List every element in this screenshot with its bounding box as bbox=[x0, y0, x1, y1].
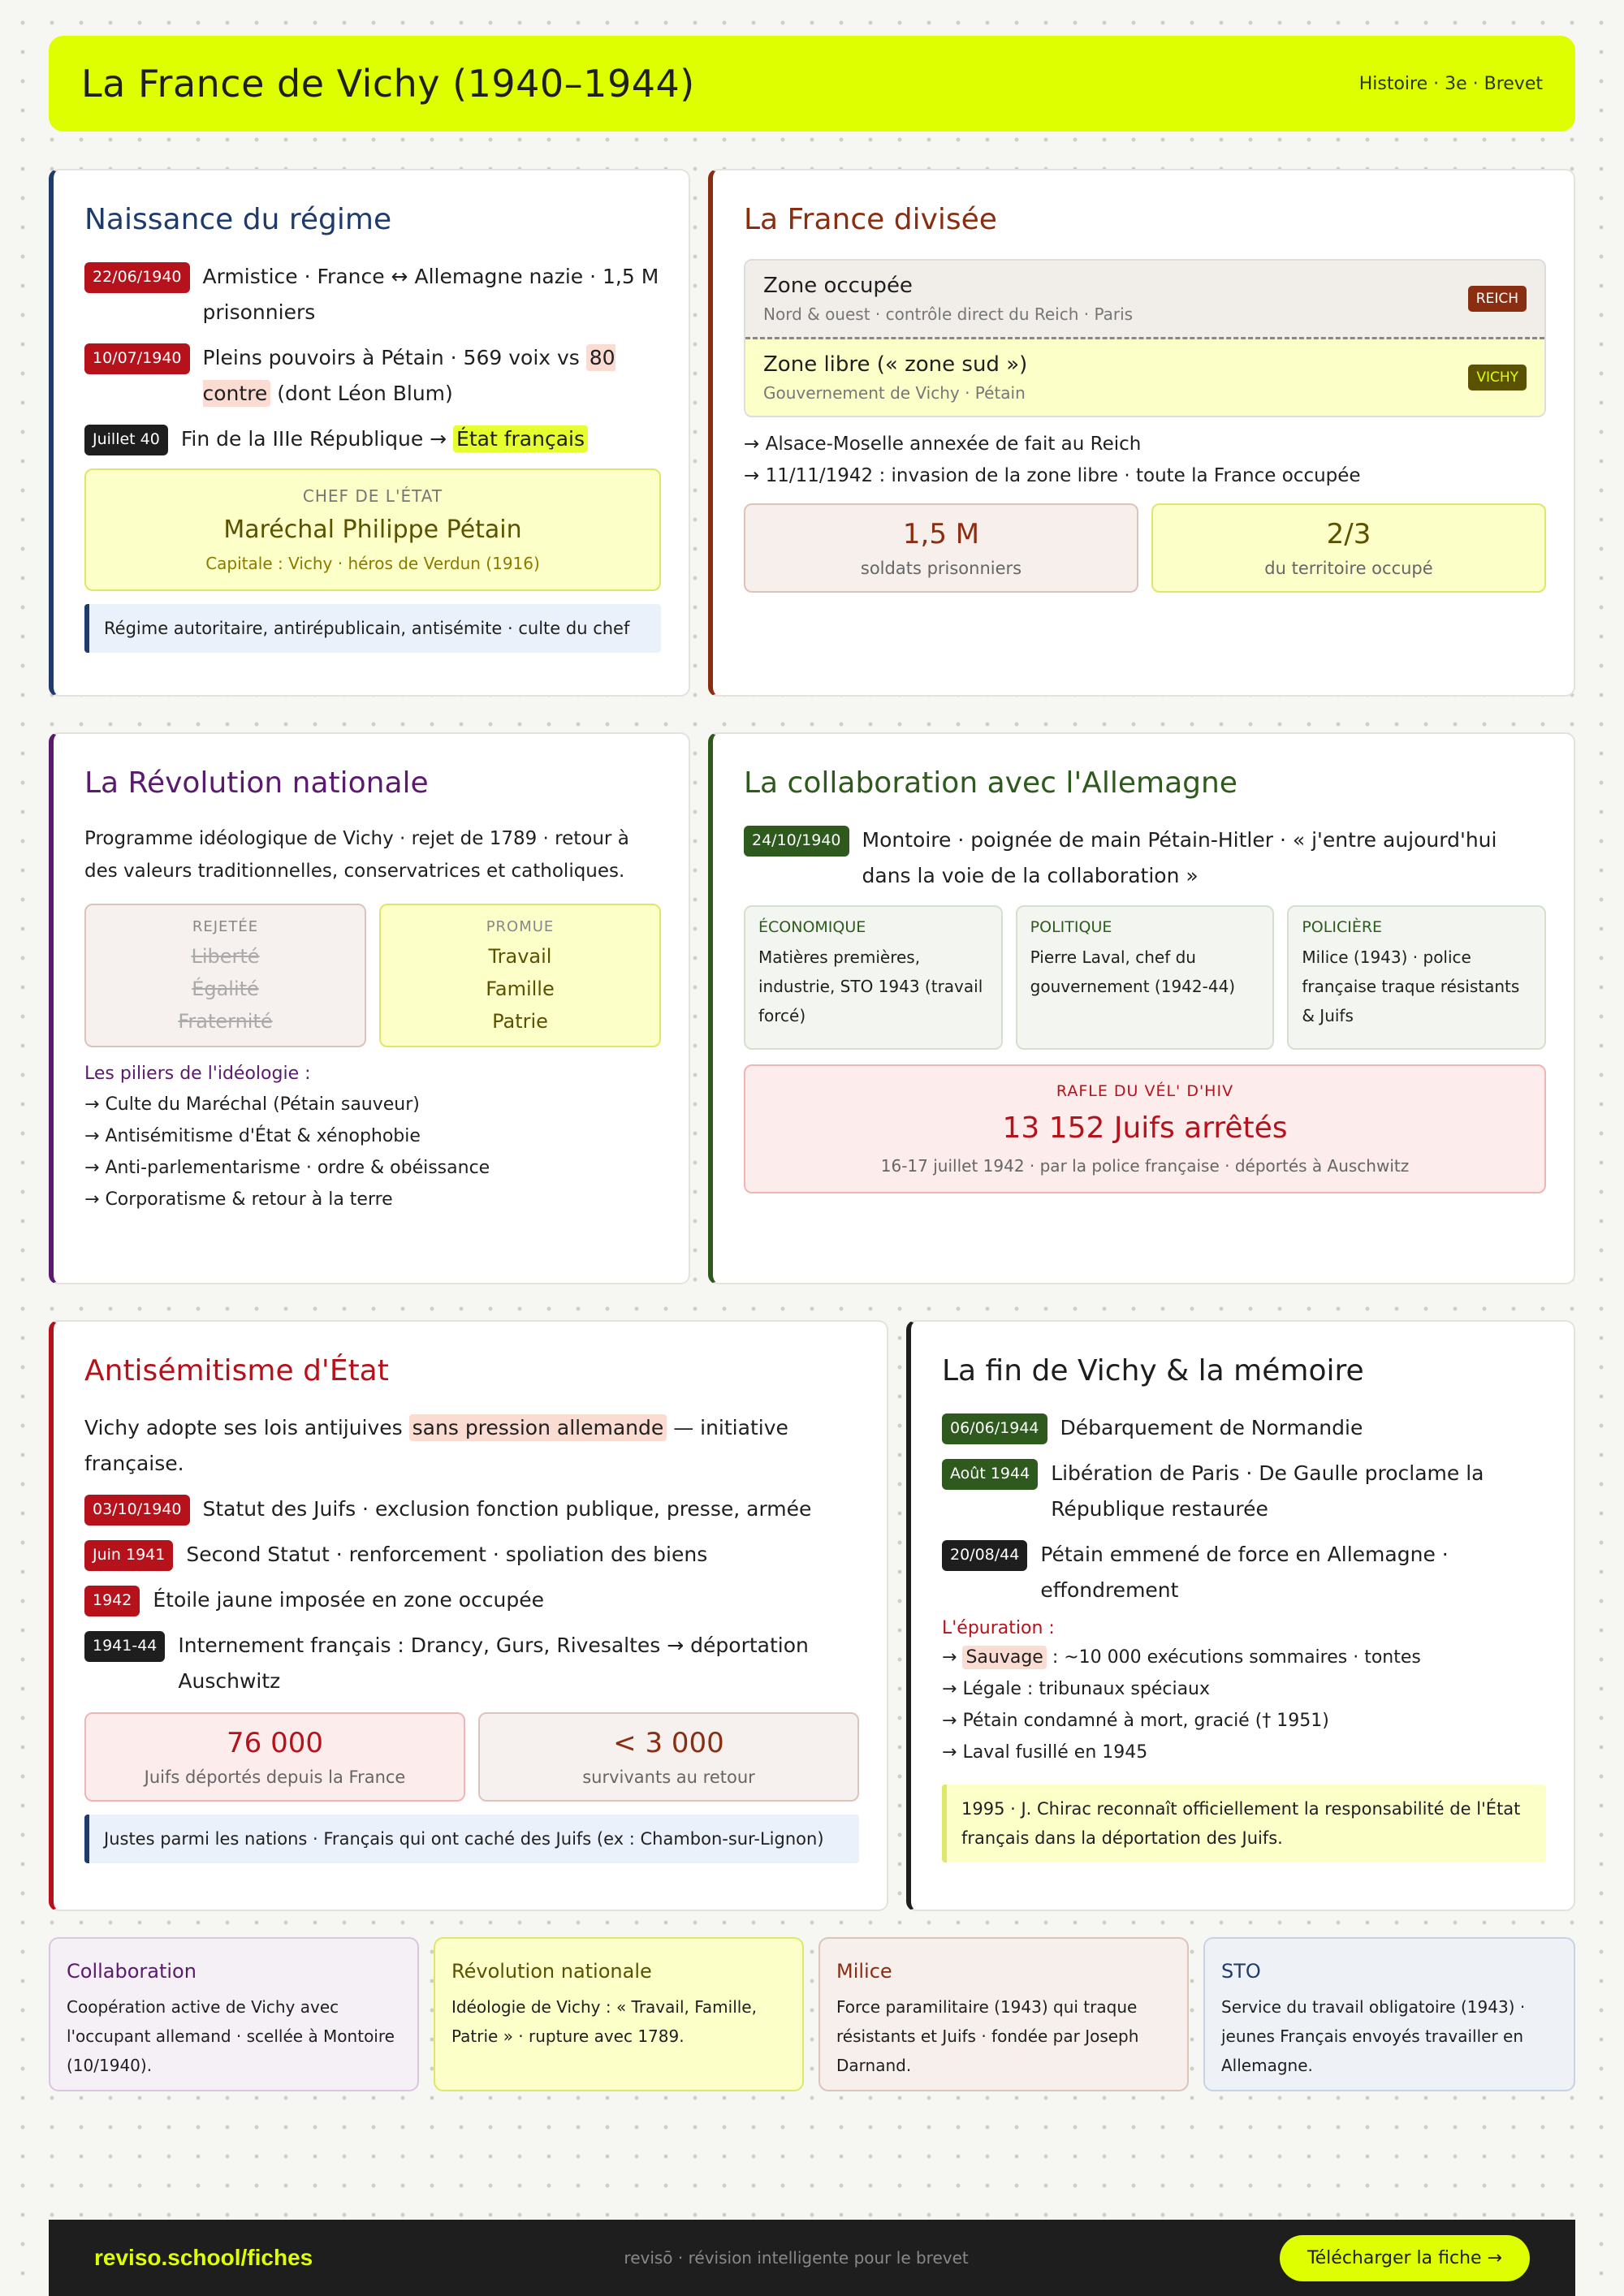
col-text: Pierre Laval, chef du gouvernement (1942-44) bbox=[1030, 947, 1236, 996]
list-item: → Pétain condamné à mort, gracié († 1951) bbox=[942, 1705, 1546, 1737]
devise-word: Liberté bbox=[191, 945, 260, 968]
section-naissance bbox=[49, 169, 690, 697]
list-item: → Anti-parlementarisme · ordre & obéissance bbox=[84, 1152, 661, 1184]
subject-tag: Histoire · 3e · Brevet bbox=[1358, 73, 1543, 94]
list-item: → Culte du Maréchal (Pétain sauveur) bbox=[84, 1089, 661, 1120]
list-item: → Alsace-Moselle annexée de fait au Reich bbox=[744, 429, 1546, 460]
stat-label: Juifs déportés depuis la France bbox=[144, 1767, 406, 1787]
collab-columns bbox=[744, 905, 1546, 1050]
date-badge: 03/10/1940 bbox=[84, 1495, 190, 1526]
date-badge: 20/08/44 bbox=[942, 1540, 1027, 1571]
devise-word: Famille bbox=[486, 978, 555, 1000]
stat-value: 76 000 bbox=[227, 1727, 323, 1759]
timeline-text: Montoire · poignée de main Pétain-Hitler · « j'entre aujourd'hui dans la voie de la collaboration » bbox=[862, 828, 1497, 887]
col-label: POLITIQUE bbox=[1030, 918, 1112, 936]
section-title: Antisémitisme d'État bbox=[84, 1354, 389, 1388]
stat-label: du territoire occupé bbox=[1264, 559, 1433, 578]
zones-box bbox=[744, 259, 1546, 417]
list-item: → Antisémitisme d'État & xénophobie bbox=[84, 1120, 661, 1152]
highlight: Sauvage bbox=[962, 1646, 1046, 1669]
collab-col bbox=[1016, 905, 1275, 1050]
glossary-collaboration bbox=[49, 1937, 419, 2091]
note: Régime autoritaire, antirépublicain, antisémite · culte du chef bbox=[84, 604, 661, 653]
section-fin-vichy bbox=[906, 1320, 1575, 1911]
stat-value: < 3 000 bbox=[613, 1727, 724, 1759]
glossary-term: Milice bbox=[836, 1960, 892, 1983]
list-item: → Laval fusillé en 1945 bbox=[942, 1737, 1546, 1768]
intro-text: Programme idéologique de Vichy · rejet de 1789 · retour à des valeurs traditionnelles, conservatrices et catholiques. bbox=[84, 828, 629, 882]
list-item: → Légale : tribunaux spéciaux bbox=[942, 1673, 1546, 1705]
intro-text: Vichy adopte ses lois antijuives sans pression allemande — initiative française. bbox=[84, 1416, 788, 1475]
stats-row bbox=[84, 1712, 859, 1802]
date-badge: Août 1944 bbox=[942, 1459, 1038, 1490]
chef-box bbox=[84, 468, 661, 591]
timeline-item bbox=[942, 1410, 1546, 1446]
list-item: → Sauvage : ~10 000 exécutions sommaires · tontes bbox=[942, 1642, 1546, 1673]
rafle-count: 13 152 Juifs arrêtés bbox=[1002, 1111, 1288, 1145]
timeline-text: Statut des Juifs · exclusion fonction publique, presse, armée bbox=[202, 1497, 812, 1521]
page-title: La France de Vichy (1940–1944) bbox=[81, 62, 695, 106]
highlight: sans pression allemande bbox=[409, 1414, 667, 1441]
devise-word: Égalité bbox=[192, 978, 259, 1000]
section-collaboration bbox=[708, 732, 1575, 1284]
highlight: État français bbox=[453, 425, 588, 452]
glossary-def: Service du travail obligatoire (1943) · jeunes Français envoyés travailler en Allemagne. bbox=[1221, 1997, 1526, 2075]
timeline-item bbox=[744, 822, 1546, 894]
footer bbox=[49, 2220, 1575, 2296]
zone-title: Zone occupée bbox=[763, 274, 913, 298]
rafle-box bbox=[744, 1064, 1546, 1193]
devise-promue bbox=[379, 904, 661, 1047]
date-badge: Juin 1941 bbox=[84, 1540, 173, 1571]
date-badge: 1942 bbox=[84, 1586, 140, 1616]
timeline-text: Armistice · France ↔ Allemagne nazie · 1,5 M prisonniers bbox=[202, 265, 659, 324]
timeline-text: Libération de Paris · De Gaulle proclame la République restaurée bbox=[1051, 1461, 1484, 1521]
stat-value: 2/3 bbox=[1326, 518, 1371, 550]
stat-label: survivants au retour bbox=[582, 1767, 755, 1787]
zone-libre bbox=[745, 339, 1544, 416]
timeline-text: Pleins pouvoirs à Pétain · 569 voix vs 80 contre (dont Léon Blum) bbox=[202, 346, 615, 405]
zone-title: Zone libre (« zone sud ») bbox=[763, 352, 1028, 377]
devise-compare bbox=[84, 904, 661, 1047]
glossary-term: Collaboration bbox=[67, 1960, 197, 1983]
pillars-list bbox=[84, 1089, 661, 1215]
stat-card bbox=[1151, 503, 1546, 593]
highlight: 80 contre bbox=[202, 346, 615, 405]
glossary-revolution bbox=[434, 1937, 804, 2091]
note: Justes parmi les nations · Français qui ont caché des Juifs (ex : Chambon-sur-Lignon) bbox=[84, 1815, 859, 1863]
section-title: Naissance du régime bbox=[84, 203, 392, 236]
footer-tagline: revisō · révision intelligente pour le brevet bbox=[624, 2248, 969, 2268]
timeline-item bbox=[84, 1491, 859, 1527]
zone-sub: Nord & ouest · contrôle direct du Reich · Paris bbox=[763, 304, 1134, 324]
timeline-item bbox=[84, 340, 661, 412]
glossary-term: STO bbox=[1221, 1960, 1261, 1983]
timeline-item bbox=[942, 1537, 1546, 1608]
chef-sub: Capitale : Vichy · héros de Verdun (1916) bbox=[205, 554, 540, 573]
section-antisemitisme bbox=[49, 1320, 888, 1911]
collab-col bbox=[1287, 905, 1546, 1050]
col-text: Matières premières, industrie, STO 1943 (travail forcé) bbox=[758, 947, 983, 1025]
date-badge: 1941-44 bbox=[84, 1631, 165, 1662]
section-title: La France divisée bbox=[744, 203, 997, 236]
timeline-item bbox=[84, 1628, 859, 1699]
note: 1995 · J. Chirac reconnaît officiellement la responsabilité de l'État français dans la déportation des Juifs. bbox=[942, 1785, 1546, 1862]
timeline-text: Internement français : Drancy, Gurs, Rivesaltes → déportation Auschwitz bbox=[178, 1634, 809, 1693]
devise-word: Fraternité bbox=[178, 1010, 273, 1033]
section-title: La Révolution nationale bbox=[84, 766, 429, 800]
timeline-text: Fin de la IIIe République → État français bbox=[181, 421, 588, 457]
section-revolution-nationale bbox=[49, 732, 690, 1284]
rafle-sub: 16-17 juillet 1942 · par la police française · déportés à Auschwitz bbox=[880, 1156, 1410, 1176]
devise-word: Travail bbox=[488, 945, 552, 968]
col-label: ÉCONOMIQUE bbox=[758, 918, 866, 936]
section-title: La collaboration avec l'Allemagne bbox=[744, 766, 1237, 800]
stats-row bbox=[744, 503, 1546, 593]
chef-label: CHEF DE L'ÉTAT bbox=[302, 486, 443, 506]
date-badge: 22/06/1940 bbox=[84, 262, 190, 293]
col-text: Milice (1943) · police française traque résistants & Juifs bbox=[1302, 947, 1520, 1025]
list-item: → 11/11/1942 : invasion de la zone libre · toute la France occupée bbox=[744, 460, 1546, 492]
stat-card bbox=[478, 1712, 859, 1802]
glossary-def: Idéologie de Vichy : « Travail, Famille, Patrie » · rupture avec 1789. bbox=[451, 1997, 757, 2046]
glossary-sto bbox=[1203, 1937, 1575, 2091]
epuration-list bbox=[942, 1642, 1546, 1768]
section-title: La fin de Vichy & la mémoire bbox=[942, 1354, 1364, 1388]
date-badge: Juillet 40 bbox=[84, 425, 168, 455]
pillars-title: Les piliers de l'idéologie : bbox=[84, 1064, 311, 1084]
devise-label: PROMUE bbox=[486, 918, 555, 935]
glossary-term: Révolution nationale bbox=[451, 1960, 652, 1983]
list-item: → Corporatisme & retour à la terre bbox=[84, 1184, 661, 1215]
zone-badge: VICHY bbox=[1468, 365, 1527, 391]
zone-occupee bbox=[745, 261, 1544, 339]
col-label: POLICIÈRE bbox=[1302, 918, 1383, 936]
date-badge: 10/07/1940 bbox=[84, 343, 190, 374]
date-badge: 24/10/1940 bbox=[744, 826, 849, 857]
timeline-text: Débarquement de Normandie bbox=[1060, 1416, 1363, 1439]
chef-name: Maréchal Philippe Pétain bbox=[223, 516, 522, 544]
timeline-item bbox=[84, 259, 661, 330]
collab-col bbox=[744, 905, 1003, 1050]
glossary-def: Force paramilitaire (1943) qui traque résistants et Juifs · fondée par Joseph Darnand. bbox=[836, 1997, 1139, 2075]
devise-rejetee bbox=[84, 904, 366, 1047]
timeline-item bbox=[84, 1582, 859, 1618]
timeline-text: Pétain emmené de force en Allemagne · effondrement bbox=[1040, 1543, 1449, 1602]
section-france-divisee bbox=[708, 169, 1575, 697]
glossary-def: Coopération active de Vichy avec l'occupant allemand · scellée à Montoire (10/1940). bbox=[67, 1997, 395, 2075]
points-list bbox=[744, 429, 1546, 492]
zone-sub: Gouvernement de Vichy · Pétain bbox=[763, 383, 1026, 403]
zone-badge: REICH bbox=[1468, 286, 1527, 312]
date-badge: 06/06/1944 bbox=[942, 1413, 1047, 1444]
timeline-item bbox=[84, 1537, 859, 1573]
timeline-text: Second Statut · renforcement · spoliation des biens bbox=[186, 1543, 708, 1566]
stat-value: 1,5 M bbox=[902, 518, 980, 550]
page-header bbox=[49, 36, 1575, 132]
timeline-text: Étoile jaune imposée en zone occupée bbox=[153, 1588, 544, 1612]
stat-label: soldats prisonniers bbox=[860, 559, 1022, 578]
devise-label: REJETÉE bbox=[192, 918, 259, 935]
stat-card bbox=[84, 1712, 465, 1802]
timeline-item bbox=[942, 1456, 1546, 1527]
footer-link[interactable]: reviso.school/fiches bbox=[94, 2245, 313, 2270]
glossary-milice bbox=[818, 1937, 1189, 2091]
epuration-title: L'épuration : bbox=[942, 1618, 1055, 1638]
rafle-label: RAFLE DU VÉL' D'HIV bbox=[1056, 1082, 1234, 1100]
download-button[interactable]: Télécharger la fiche → bbox=[1280, 2235, 1530, 2281]
stat-card bbox=[744, 503, 1138, 593]
timeline-item bbox=[84, 421, 661, 457]
devise-word: Patrie bbox=[492, 1010, 548, 1033]
